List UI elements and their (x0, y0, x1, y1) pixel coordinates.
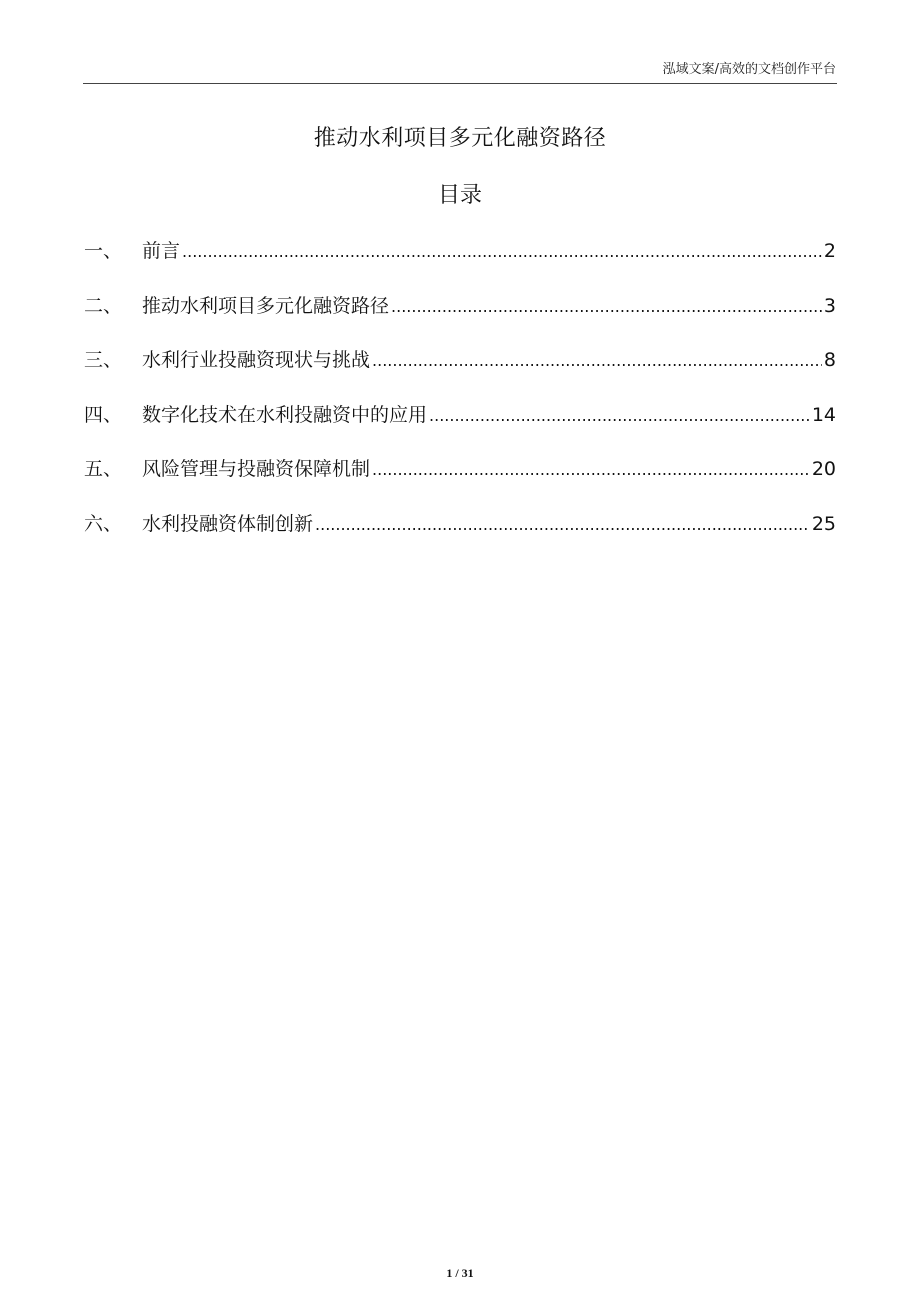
toc-entry-2[interactable] (84, 291, 836, 318)
toc-entry-number: 三、 (84, 349, 123, 372)
toc-entry-number: 六、 (84, 512, 123, 535)
toc-entry-page: 2 (823, 240, 836, 262)
toc-dot-leader (372, 351, 822, 370)
toc-dot-leader (315, 515, 810, 534)
toc-entry-page: 8 (823, 349, 836, 372)
toc-entry-label: 前言 (142, 240, 181, 262)
toc-dot-leader (372, 460, 810, 479)
toc-entry-number: 一、 (84, 240, 123, 262)
toc-heading: 目录 (437, 183, 482, 208)
toc-dot-leader (391, 297, 822, 316)
toc-entry-number: 四、 (84, 403, 123, 426)
toc-entry-page: 25 (811, 512, 836, 535)
page-number-indicator: 1 / 31 (446, 1266, 474, 1280)
toc-entry-number: 二、 (84, 294, 123, 317)
toc-entry-page: 3 (823, 294, 836, 317)
toc-entry-5[interactable] (84, 454, 836, 481)
toc-entry-label: 推动水利项目多元化融资路径 (142, 294, 390, 317)
toc-entry-1[interactable] (84, 236, 836, 263)
toc-entry-page: 20 (811, 458, 836, 481)
toc-entry-page: 14 (811, 403, 836, 426)
header-divider (83, 83, 837, 84)
toc-entry-3[interactable] (84, 345, 836, 372)
toc-entry-number: 五、 (84, 458, 123, 481)
toc-dot-leader (182, 242, 822, 261)
toc-entry-4[interactable] (84, 400, 836, 427)
toc-entry-label: 水利行业投融资现状与挑战 (142, 349, 371, 372)
document-title: 推动水利项目多元化融资路径 (313, 126, 607, 151)
toc-entry-6[interactable] (84, 509, 836, 536)
toc-entry-label: 风险管理与投融资保障机制 (142, 458, 371, 481)
toc-entry-label: 数字化技术在水利投融资中的应用 (142, 403, 428, 426)
page-header-text: 泓域文案/高效的文档创作平台 (662, 62, 836, 77)
toc-dot-leader (429, 406, 810, 425)
table-of-contents (84, 236, 836, 564)
toc-entry-label: 水利投融资体制创新 (142, 512, 314, 535)
